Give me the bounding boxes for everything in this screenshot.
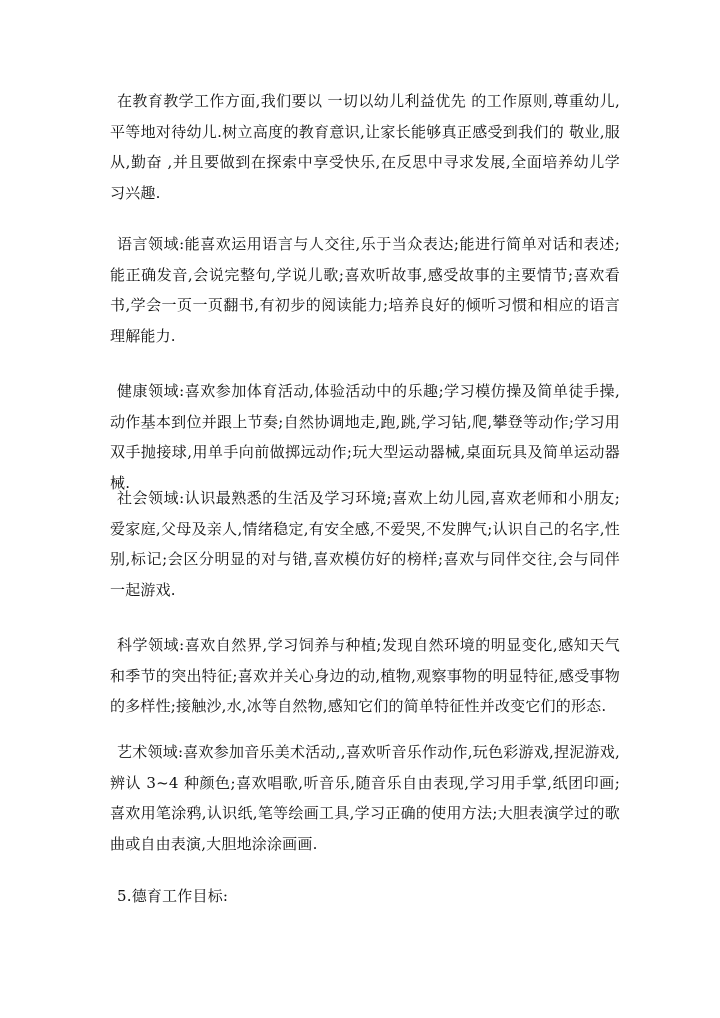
paragraph-language-domain: 语言领域:能喜欢运用语言与人交往,乐于当众表达;能进行简单对话和表述;能正确发音,会说完整句,学说儿歌;喜欢听故事,感受故事的主要情节;喜欢看书,学会一页一页翻书,有初步的阅读能力;培养良好的倾听习惯和相应的语言理解能力. (110, 235, 620, 345)
paragraph-teaching-principles: 在教育教学工作方面,我们要以 一切以幼儿利益优先 的工作原则,尊重幼儿,平等地对待幼儿.树立高度的教育意识,让家长能够真正感受到我们的 敬业,服从,勤奋 ,并且要做到在探索中享受快乐,在反思中寻求发展,全面培养幼儿学习兴趣. (110, 92, 620, 202)
section-heading-moral-education: 5.德育工作目标: (117, 887, 229, 905)
paragraph-health-domain: 健康领域:喜欢参加体育活动,体验活动中的乐趣;学习模仿操及简单徒手操,动作基本到位并跟上节奏;自然协调地走,跑,跳,学习钻,爬,攀登等动作;学习用双手抛接球,用单手向前做掷远动作;玩大型运动器械,桌面玩具及简单运动器械. (110, 382, 620, 492)
paragraph-art-domain: 艺术领域:喜欢参加音乐美术活动,,喜欢听音乐作动作,玩色彩游戏,捏泥游戏,辨认 3~4 种颜色;喜欢唱歌,听音乐,随音乐自由表现,学习用手掌,纸团印画;喜欢用笔涂鸦,认识纸,笔等绘画工具,学习正确的使用方法;大胆表演学过的歌曲或自由表演,大胆地涂涂画画. (110, 743, 620, 853)
paragraph-science-domain: 科学领域:喜欢自然界,学习饲养与种植;发现自然环境的明显变化,感知天气和季节的突出特征;喜欢并关心身边的动,植物,观察事物的明显特征,感受事物的多样性;接触沙,水,冰等自然物,感知它们的简单特征性并改变它们的形态. (110, 636, 620, 715)
paragraph-social-domain: 社会领域:认识最熟悉的生活及学习环境;喜欢上幼儿园,喜欢老师和小朋友;爱家庭,父母及亲人,情绪稳定,有安全感,不爱哭,不发脾气;认识自己的名字,性别,标记;会区分明显的对与错,喜欢模仿好的榜样;喜欢与同伴交往,会与同伴一起游戏. (110, 489, 620, 599)
